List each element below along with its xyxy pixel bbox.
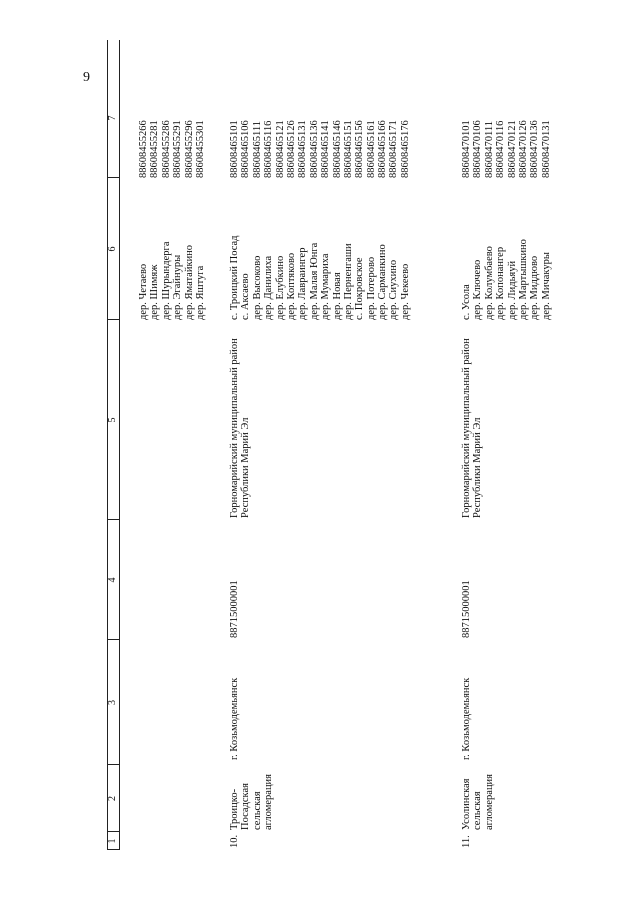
column-header: 2	[107, 796, 118, 801]
oktmo-code: 88608465111	[251, 121, 263, 178]
place-name: дер. Ключево	[472, 259, 484, 320]
oktmo-code: 88608455301	[194, 120, 206, 178]
place-name: дер. Потерово	[365, 256, 377, 320]
place-name: дер. Шимяж	[149, 264, 161, 320]
district-name: Горномарийский муниципальный район Республики Марий Эл	[461, 338, 484, 518]
district-name: Горномарийский муниципальный район Республики Марий Эл	[229, 338, 252, 518]
place-name: дер. Миддюво	[529, 255, 541, 320]
place-name: дер. Мартышкино	[517, 239, 529, 320]
place-name: дер. Сарманкино	[377, 244, 389, 320]
page-number: 9	[83, 70, 90, 85]
oktmo-code: 88608470126	[517, 120, 529, 178]
place-name: с. Аксаево	[240, 273, 252, 320]
column-header: 7	[107, 115, 118, 121]
center-city: г. Козьмодемьянск	[229, 677, 240, 760]
oktmo-code: 88608465171	[388, 120, 400, 178]
agglomeration-name: Троицко-Посадская сельская агломерация	[229, 773, 275, 830]
column-header: 4	[107, 577, 118, 583]
place-name: дер. Сиухино	[388, 259, 400, 320]
center-oktmo: 88715000001	[461, 580, 472, 638]
oktmo-code: 88608470121	[506, 120, 518, 178]
place-name: с. Покровское	[354, 257, 366, 320]
oktmo-code: 88608470101	[461, 120, 472, 178]
place-name: дер. Коптяково	[285, 252, 297, 320]
oktmo-code: 88608465106	[240, 120, 252, 178]
place-name: дер. Данилиха	[263, 255, 275, 320]
oktmo-code: 88608465161	[365, 120, 377, 178]
rotated-table	[107, 40, 577, 850]
oktmo-code: 88608455286	[160, 120, 172, 178]
first-block-places	[138, 180, 206, 320]
oktmo-code: 88608470111	[483, 121, 495, 178]
row-number: 10.	[229, 834, 240, 848]
place-name: дер. Новая	[331, 272, 343, 320]
column-header: 1	[107, 838, 118, 844]
place-name: дер. Перненгаши	[342, 243, 354, 320]
row-places	[461, 180, 552, 320]
row-places	[229, 180, 411, 320]
oktmo-code: 88608470116	[495, 120, 507, 178]
place-name: дер. Эгайнуры	[172, 254, 184, 320]
oktmo-code: 88608455266	[138, 120, 149, 178]
place-name: дер. Лавраингер	[297, 247, 309, 320]
place-name: дер. Шурындерга	[160, 241, 172, 320]
place-name: дер. Яматайкино	[183, 244, 195, 320]
oktmo-code: 88608455296	[183, 120, 195, 178]
column-header: 3	[107, 700, 118, 705]
place-name: дер. Копонангер	[495, 246, 507, 320]
place-name: дер. Яштуга	[194, 265, 206, 320]
oktmo-code: 88608465146	[331, 120, 343, 178]
oktmo-code: 88608465141	[320, 120, 332, 178]
oktmo-code: 88608465151	[342, 120, 354, 178]
place-name: дер. Четаево	[138, 263, 149, 320]
row-codes	[461, 58, 552, 178]
oktmo-code: 88608465101	[229, 120, 240, 178]
column-header: 6	[107, 246, 118, 252]
place-name: с. Троицкий Посад	[229, 235, 240, 320]
row-number: 11.	[461, 835, 472, 848]
oktmo-code: 88608465156	[354, 120, 366, 178]
place-name: дер. Мумариха	[320, 253, 332, 320]
place-name: дер. Чекеево	[399, 263, 411, 320]
oktmo-code: 88608465136	[308, 120, 320, 178]
oktmo-code: 88608465176	[399, 120, 411, 178]
center-oktmo: 88715000001	[229, 580, 240, 638]
center-city: г. Козьмодемьянск	[461, 677, 472, 760]
oktmo-code: 88608465126	[285, 120, 297, 178]
place-name: дер. Елубкино	[274, 255, 286, 320]
row-codes	[229, 58, 411, 178]
place-name: дер. Высоково	[251, 255, 263, 320]
oktmo-code: 88608470106	[472, 120, 484, 178]
header-bottom-rule	[119, 40, 120, 850]
oktmo-code: 88608465121	[274, 120, 286, 178]
first-block-codes	[138, 58, 206, 178]
oktmo-code: 88608455281	[149, 120, 161, 178]
oktmo-code: 88608470131	[540, 120, 552, 178]
place-name: с. Усола	[461, 284, 472, 320]
agglomeration-name: Усолинская сельская агломерация	[461, 773, 495, 830]
place-name: дер. Мичакуры	[540, 252, 552, 320]
oktmo-code: 88608470136	[529, 120, 541, 178]
oktmo-code: 88608455291	[172, 120, 184, 178]
oktmo-code: 88608465116	[263, 120, 275, 178]
column-header: 5	[107, 417, 118, 423]
oktmo-code: 88608465166	[377, 120, 389, 178]
place-name: дер. Лидьяуй	[506, 260, 518, 320]
oktmo-code: 88608465131	[297, 120, 309, 178]
place-name: дер. Колумбаево	[483, 246, 495, 320]
place-name: дер. Малая Юнга	[308, 242, 320, 320]
